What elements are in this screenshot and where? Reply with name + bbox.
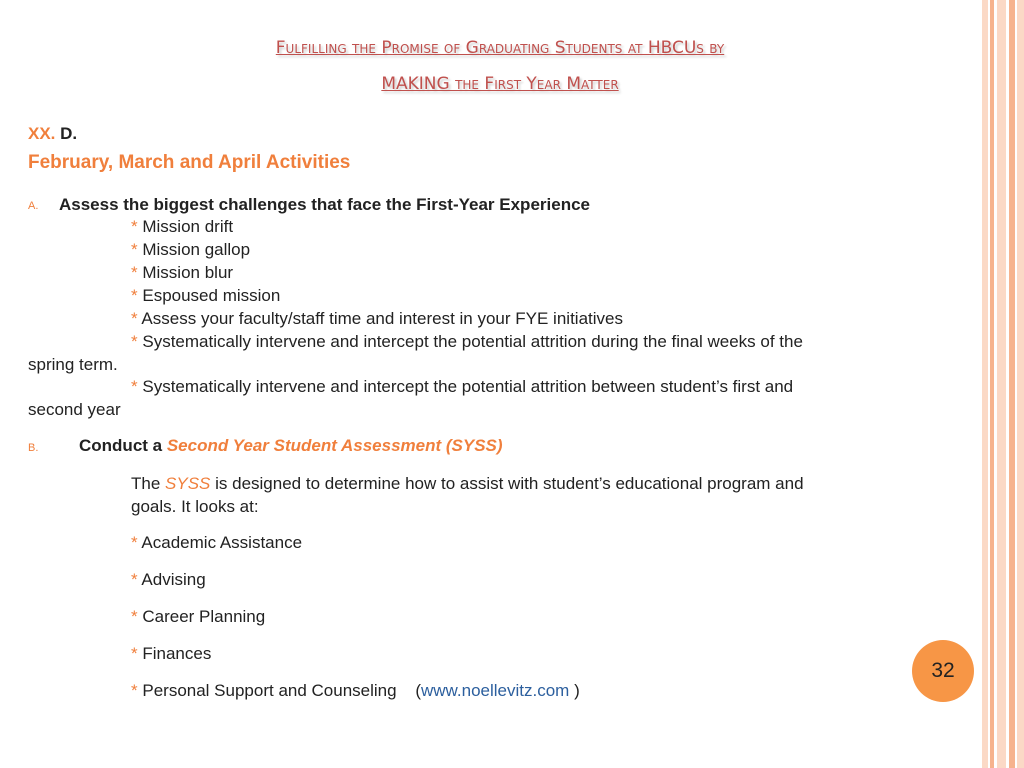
list-item: * Finances xyxy=(131,644,212,663)
item-b-marker: B. xyxy=(28,442,39,454)
bullet-marker: * xyxy=(131,570,138,589)
item-a-heading: Assess the biggest challenges that face the First-Year Experience xyxy=(59,195,590,214)
list-item: * Systematically intervene and intercept the potential attrition between student’s first and xyxy=(131,377,794,396)
syss-name: Second Year Student Assessment (SYSS) xyxy=(166,436,503,455)
list-item: * Mission drift xyxy=(131,217,234,236)
border-stripe xyxy=(997,0,1006,768)
item-a-marker: A. xyxy=(28,200,39,212)
slide-title-line-1: Fulfilling the Promise of Graduating Students at HBCUs by xyxy=(275,38,725,58)
bullet-marker: * xyxy=(131,533,138,552)
section-number xyxy=(28,124,77,144)
section-letter: D. xyxy=(60,124,78,143)
item-b-heading: Conduct a Second Year Student Assessment (SYSS) xyxy=(79,436,503,455)
list-item-continuation: spring term. xyxy=(28,355,118,374)
item-b-description-line-2: goals. It looks at: xyxy=(131,497,259,516)
border-stripe xyxy=(990,0,994,768)
bullet-marker: * xyxy=(131,286,138,305)
list-item: * Assess your faculty/staff time and interest in your FYE initiatives xyxy=(131,309,623,328)
bullet-marker: * xyxy=(131,644,138,663)
source-link[interactable]: www.noellevitz.com xyxy=(421,681,570,700)
bullet-marker: * xyxy=(131,377,138,396)
bullet-marker: * xyxy=(131,240,138,259)
list-item-continuation: second year xyxy=(28,400,121,419)
section-number-label: XX. xyxy=(28,124,56,143)
bullet-marker: * xyxy=(131,263,138,282)
list-item: * Academic Assistance xyxy=(131,533,303,552)
bullet-marker: * xyxy=(131,607,138,626)
bullet-marker: * xyxy=(131,309,138,328)
page-number-badge: 32 xyxy=(912,640,974,702)
list-item: * Advising xyxy=(131,570,206,589)
section-heading: February, March and April Activities xyxy=(28,152,351,173)
bullet-marker: * xyxy=(131,681,138,700)
list-item: * Systematically intervene and intercept the potential attrition during the final weeks of the xyxy=(131,332,803,351)
bullet-marker: * xyxy=(131,217,138,236)
list-item: * Espoused mission xyxy=(131,286,281,305)
list-item: * Mission blur xyxy=(131,263,234,282)
border-stripe xyxy=(1009,0,1015,768)
item-b-description-line-1: The SYSS is designed to determine how to assist with student’s educational program and xyxy=(131,474,804,493)
list-item: * Mission gallop xyxy=(131,240,251,259)
bullet-marker: * xyxy=(131,332,138,351)
border-stripe xyxy=(982,0,988,768)
list-item: * Personal Support and Counseling (www.noellevitz.com ) xyxy=(131,681,580,700)
border-stripe xyxy=(1017,0,1024,768)
list-item: * Career Planning xyxy=(131,607,266,626)
slide-title-line-2: MAKING the First Year Matter xyxy=(381,74,619,94)
